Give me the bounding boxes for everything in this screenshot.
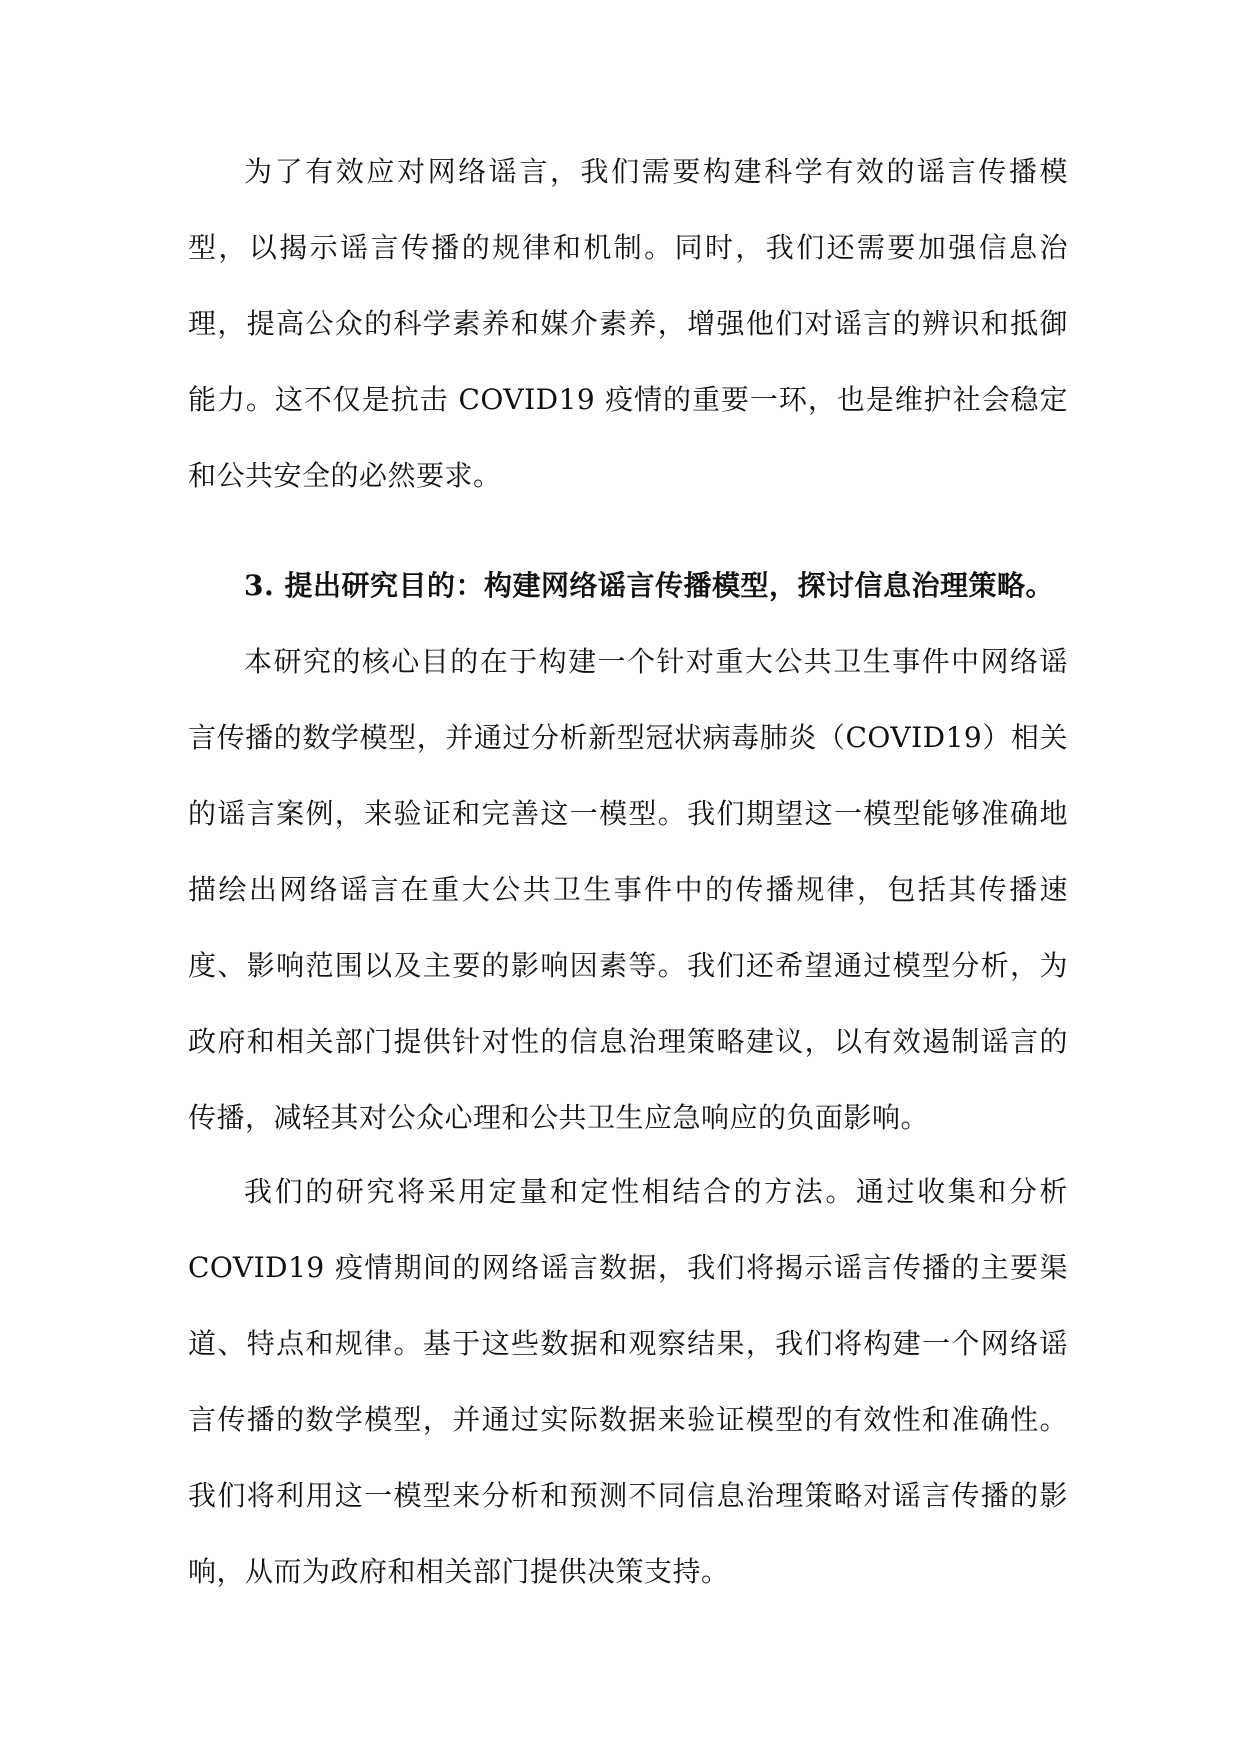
paragraph-research-core-purpose: 本研究的核心目的在于构建一个针对重大公共卫生事件中网络谣言传播的数学模型，并通过分析新型冠状病毒肺炎（COVID19）相关的谣言案例，来验证和完善这一模型。我们期望这一模型能够准确地描绘出网络谣言在重大公共卫生事件中的传播规律，包括其传播速度、影响范围以及主要的影响因素等。我们还希望通过模型分析，为政府和相关部门提供针对性的信息治理策略建议，以有效遏制谣言的传播，减轻其对公众心理和公共卫生应急响应的负面影响。 (188, 645, 1068, 1134)
paragraph-research-method: 我们的研究将采用定量和定性相结合的方法。通过收集和分析 COVID19 疫情期间的网络谣言数据，我们将揭示谣言传播的主要渠道、特点和规律。基于这些数据和观察结果，我们将构建一个网络谣言传播的数学模型，并通过实际数据来验证模型的有效性和准确性。我们将利用这一模型来分析和预测不同信息治理策略对谣言传播的影响，从而为政府和相关部门提供决策支持。 (188, 1175, 1068, 1588)
section-heading-research-purpose: 3. 提出研究目的：构建网络谣言传播模型，探讨信息治理策略。 (244, 569, 1054, 602)
paragraph-rumor-model-need: 为了有效应对网络谣言，我们需要构建科学有效的谣言传播模型，以揭示谣言传播的规律和机制。同时，我们还需要加强信息治理，提高公众的科学素养和媒介素养，增强他们对谣言的辨识和抵御能力。这不仅是抗击 COVID19 疫情的重要一环，也是维护社会稳定和公共安全的必然要求。 (188, 155, 1068, 492)
